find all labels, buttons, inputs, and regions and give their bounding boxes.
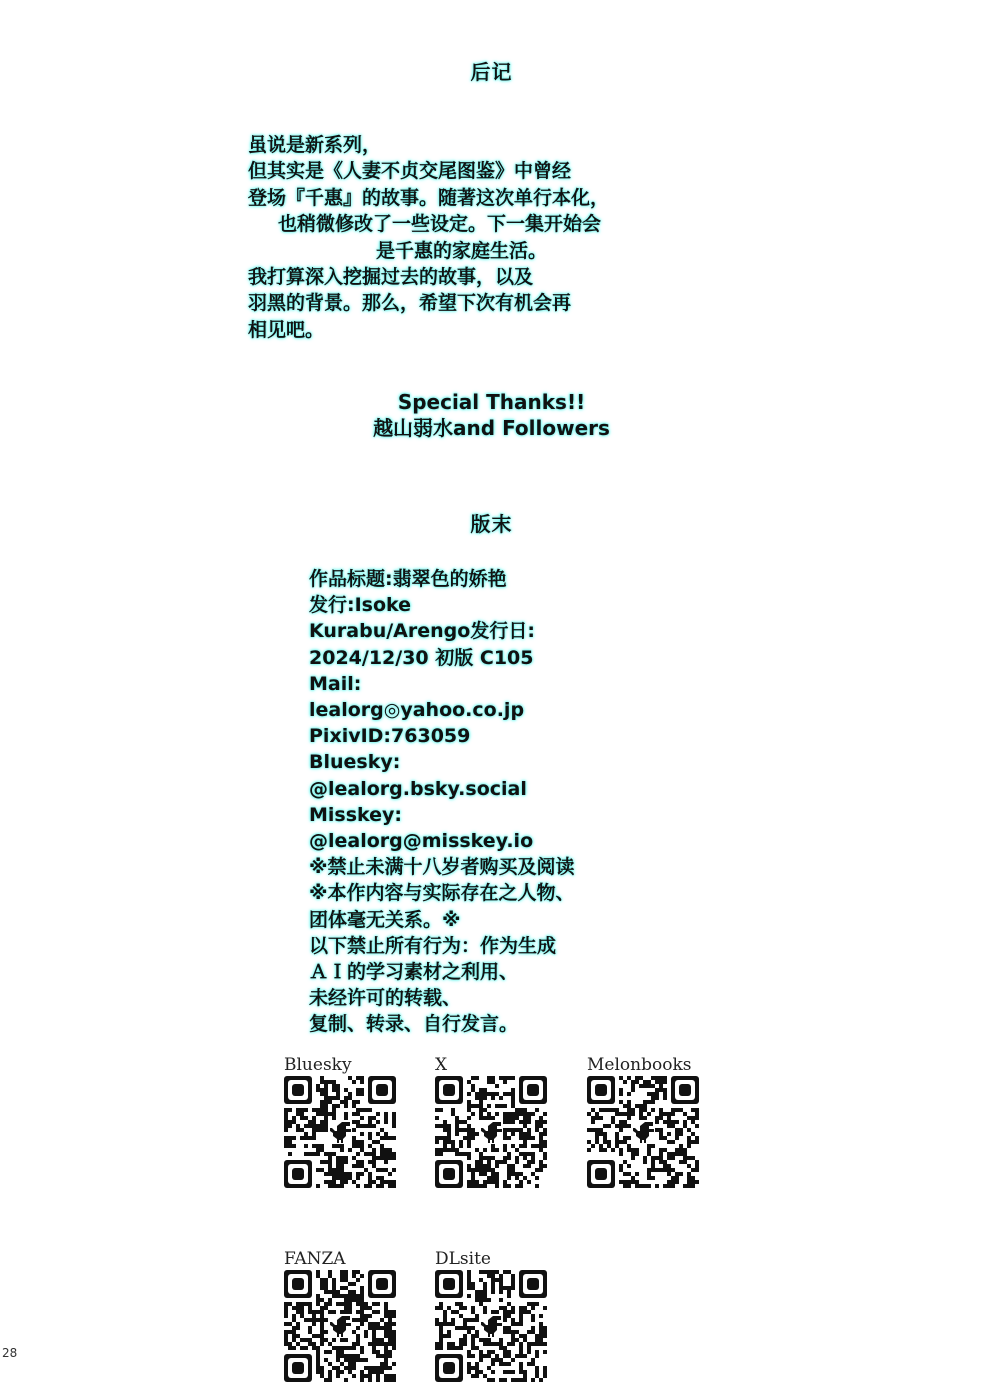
special-thanks — [0, 389, 983, 441]
qr-label: DLsite — [435, 1249, 491, 1269]
colophon-line: 以下禁止所有行为：作为生成 — [309, 934, 557, 957]
qr-code-melonbooks — [587, 1076, 699, 1188]
colophon-line: 团体毫无关系。※ — [309, 908, 461, 931]
colophon-line: 未经许可的转载、 — [309, 987, 462, 1010]
colophon-line: Misskey: — [309, 803, 403, 826]
afterword-line: 也稍微修改了一些设定。下一集开始会 — [278, 213, 602, 236]
colophon-line: PixivID:763059 — [309, 725, 471, 748]
dinosaur-icon — [330, 1122, 351, 1143]
qr-code-fanza — [284, 1270, 396, 1382]
dinosaur-icon — [330, 1316, 351, 1337]
dinosaur-icon — [633, 1122, 654, 1143]
afterword-text — [248, 132, 718, 343]
afterword-line: 但其实是《人妻不贞交尾图鉴》中曾经 — [248, 160, 572, 183]
afterword-line: 是千惠的家庭生活。 — [376, 239, 548, 262]
qr-finder-pattern — [368, 1076, 396, 1104]
colophon-line: Mail: — [309, 672, 362, 695]
colophon-line: ※本作内容与实际存在之人物、 — [309, 882, 575, 905]
colophon-line: 作品标题:翡翠色的娇艳 — [309, 568, 507, 590]
colophon-line: 2024/12/30 初版 C105 — [309, 646, 534, 669]
colophon-title: 版末 — [470, 512, 513, 536]
qr-finder-pattern — [284, 1270, 312, 1298]
qr-finder-pattern — [587, 1076, 615, 1104]
qr-code-dlsite — [435, 1270, 547, 1382]
qr-label: Melonbooks — [587, 1055, 692, 1075]
qr-finder-pattern — [671, 1076, 699, 1104]
qr-finder-pattern — [435, 1270, 463, 1298]
dinosaur-icon — [481, 1122, 502, 1143]
afterword-title: 后记 — [470, 60, 513, 84]
afterword-line: 登场『千惠』的故事。随著这次单行本化， — [248, 186, 610, 209]
qr-finder-pattern — [284, 1076, 312, 1104]
afterword-line: 羽黑的背景。那么，希望下次有机会再 — [248, 292, 572, 315]
afterword-line: 相见吧。 — [248, 318, 325, 341]
qr-x — [435, 1054, 555, 1188]
qr-label: Bluesky — [284, 1055, 352, 1075]
qr-finder-pattern — [587, 1160, 615, 1188]
special-thanks-names: 越山弱水and Followers — [373, 416, 610, 440]
colophon-line: 复制、转录、自行发言。 — [309, 1013, 519, 1036]
colophon-line: 发行:Isoke — [309, 594, 412, 617]
colophon-line: @lealorg@misskey.io — [309, 830, 534, 853]
qr-dlsite — [435, 1248, 555, 1382]
page-number: 28 — [2, 1346, 18, 1360]
colophon-text — [309, 566, 729, 1038]
qr-finder-pattern — [435, 1354, 463, 1382]
qr-bluesky — [284, 1054, 404, 1188]
colophon-line: ＡＩ的学习素材之利用、 — [309, 961, 519, 984]
colophon-line: Bluesky: — [309, 751, 401, 774]
colophon-line: @lealorg.bsky.social — [309, 777, 527, 800]
qr-finder-pattern — [284, 1354, 312, 1382]
qr-melonbooks — [587, 1054, 707, 1188]
afterword-line: 虽说是新系列， — [248, 134, 382, 156]
qr-finder-pattern — [284, 1160, 312, 1188]
colophon-line: Kurabu/Arengo发行日: — [309, 620, 535, 643]
afterword-line: 我打算深入挖掘过去的故事，以及 — [248, 266, 534, 289]
colophon-line: ※禁止未满十八岁者购买及阅读 — [309, 856, 575, 879]
qr-label: X — [435, 1055, 448, 1075]
special-thanks-line: Special Thanks!! — [397, 390, 586, 414]
colophon-line: lealorg◎yahoo.co.jp — [309, 699, 525, 722]
qr-finder-pattern — [435, 1076, 463, 1104]
qr-finder-pattern — [368, 1270, 396, 1298]
qr-finder-pattern — [435, 1160, 463, 1188]
qr-finder-pattern — [519, 1270, 547, 1298]
qr-label: FANZA — [284, 1249, 346, 1269]
qr-code-bluesky — [284, 1076, 396, 1188]
qr-fanza — [284, 1248, 404, 1382]
qr-finder-pattern — [519, 1076, 547, 1104]
qr-code-x — [435, 1076, 547, 1188]
dinosaur-icon — [481, 1316, 502, 1337]
